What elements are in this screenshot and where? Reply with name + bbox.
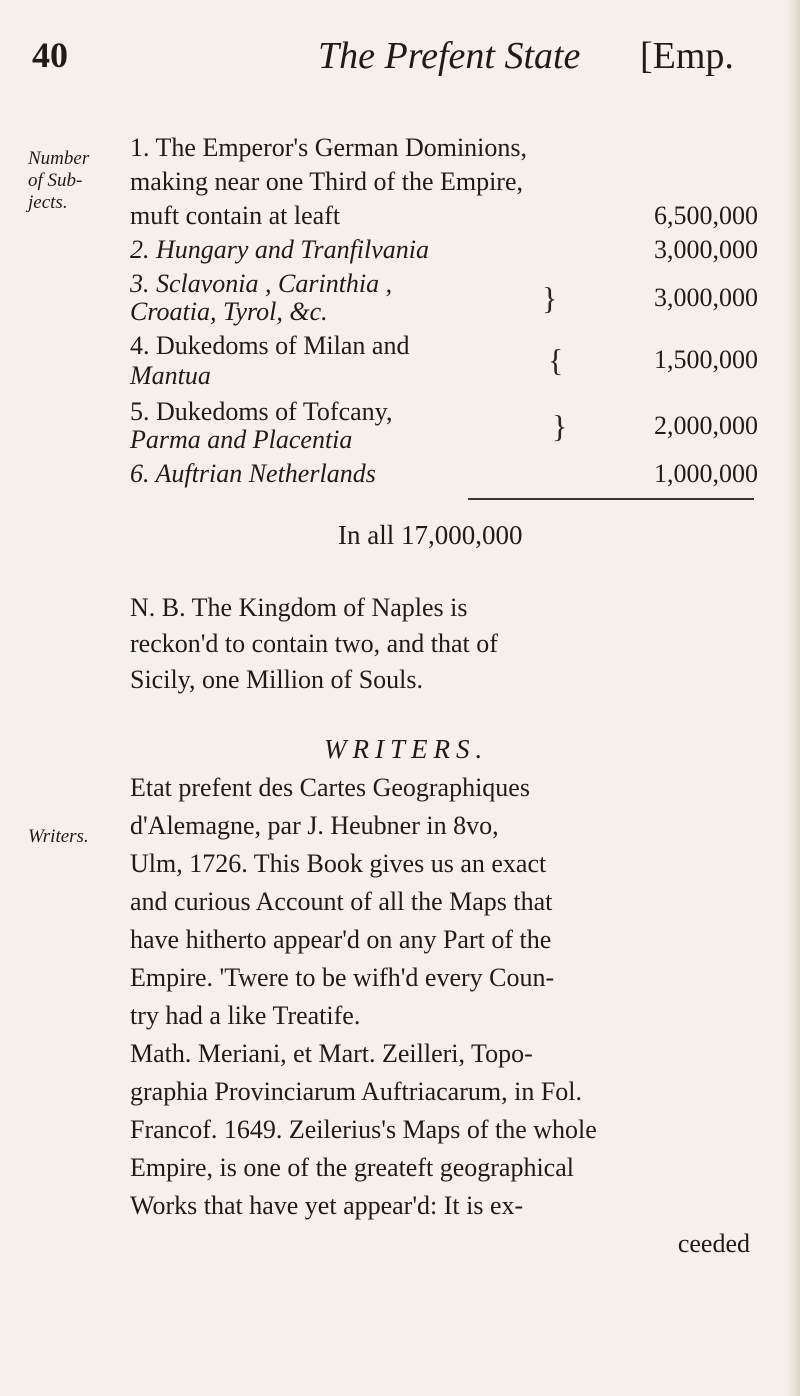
- writers-line: Ulm, 1726. This Book gives us an exact: [130, 849, 547, 878]
- list-label: Croatia, Tyrol, &c.: [130, 297, 328, 326]
- list-value: 6,500,000: [654, 201, 758, 230]
- margin-note-subjects: Number of Sub- jects.: [28, 148, 90, 213]
- page-number: 40: [32, 35, 68, 75]
- writers-line: have hitherto appear'd on any Part of the: [130, 925, 552, 954]
- list-row: [130, 200, 758, 232]
- writers-line: and curious Account of all the Maps that: [130, 887, 553, 916]
- writers-line: ceeded: [677, 1229, 750, 1258]
- list-label: muft contain at leaft: [130, 201, 341, 230]
- writers-heading: WRITERS.: [324, 734, 489, 764]
- writers-line: Empire, is one of the greateft geographical: [130, 1153, 574, 1182]
- writers-line: d'Alemagne, par J. Heubner in 8vo,: [130, 811, 499, 840]
- list-value: 2,000,000: [654, 411, 758, 440]
- brace-mark: {: [548, 342, 564, 378]
- running-header: [30, 34, 770, 94]
- list-label: 6. Auftrian Netherlands: [130, 459, 376, 488]
- writers-line: try had a like Treatife.: [130, 1001, 361, 1030]
- brace-mark: }: [542, 280, 558, 316]
- list-label: Mantua: [130, 361, 211, 390]
- list-label: 4. Dukedoms of Milan and: [130, 331, 410, 360]
- total-line: In all 17,000,000: [338, 520, 523, 550]
- list-row: [130, 458, 758, 490]
- running-section: [Emp.: [640, 35, 734, 77]
- writers-line: Works that have yet appear'd: It is ex-: [130, 1191, 524, 1220]
- writers-line: Francof. 1649. Zeilerius's Maps of the whole: [130, 1115, 597, 1144]
- brace-mark: }: [552, 408, 568, 444]
- list-label: Parma and Placentia: [130, 425, 353, 454]
- writers-line: Empire. 'Twere to be wifh'd every Coun-: [130, 963, 555, 992]
- list-row: [130, 234, 758, 266]
- margin-note-writers: Writers.: [28, 826, 89, 847]
- list-line: 1. The Emperor's German Dominions,: [130, 133, 528, 162]
- page-edge: [786, 0, 800, 1396]
- list-label: 3. Sclavonia , Carinthia ,: [130, 269, 393, 298]
- total-rule: [468, 498, 754, 500]
- list-value: 1,000,000: [654, 459, 758, 488]
- nb-line: reckon'd to contain two, and that of: [130, 629, 498, 658]
- writers-line: Math. Meriani, et Mart. Zeilleri, Topo-: [130, 1039, 533, 1068]
- list-line: making near one Third of the Empire,: [130, 167, 524, 196]
- nb-line: N. B. The Kingdom of Naples is: [130, 593, 468, 622]
- list-value: 3,000,000: [654, 283, 758, 312]
- nb-line: Sicily, one Million of Souls.: [130, 665, 423, 694]
- list-value: 1,500,000: [654, 345, 758, 374]
- list-label: 2. Hungary and Tranfilvania: [130, 235, 430, 264]
- running-title: The Prefent State: [318, 35, 581, 77]
- list-value: 3,000,000: [654, 235, 758, 264]
- writers-line: Etat prefent des Cartes Geographiques: [130, 773, 530, 802]
- writers-line: graphia Provinciarum Auftriacarum, in Fol.: [130, 1077, 583, 1106]
- list-label: 5. Dukedoms of Tofcany,: [130, 397, 393, 426]
